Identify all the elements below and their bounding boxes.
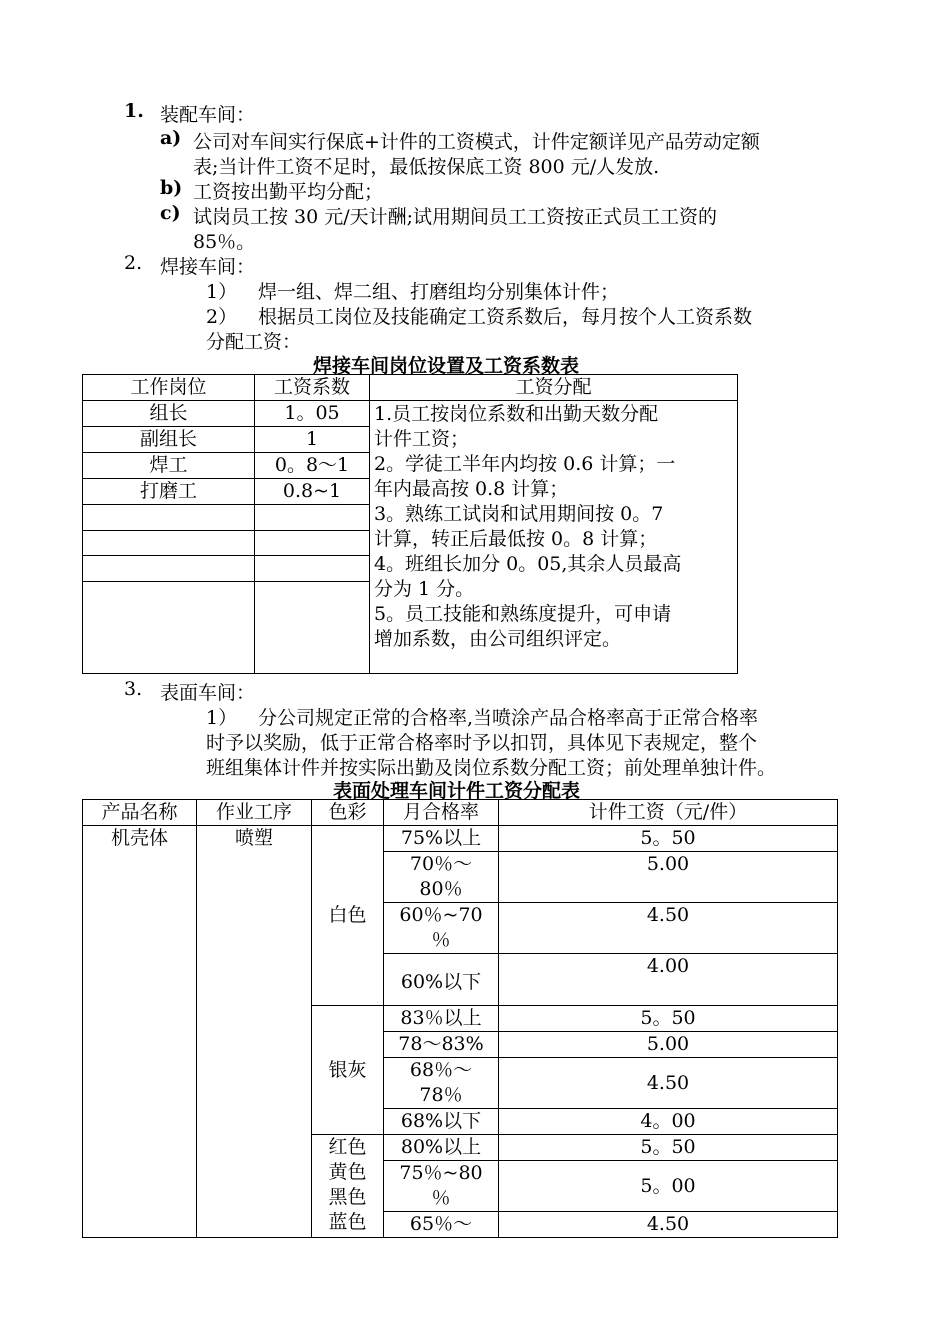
empty-cell (83, 582, 255, 674)
wage-cell: 4.50 (499, 903, 838, 954)
header-cell: 月合格率 (384, 800, 499, 826)
rule-line: 计件工资； (374, 428, 470, 450)
section-1-number: 1. (124, 100, 144, 122)
color-cell (312, 1135, 384, 1238)
table-header-row (83, 375, 738, 401)
table-header-row (83, 800, 838, 826)
color-line: 黑色 (328, 1186, 367, 1208)
surface-wage-table (82, 799, 838, 1238)
wage-cell: 4.50 (499, 1058, 838, 1109)
item-a-line1: 公司对车间实行保底+计件的工资模式，计件定额详见产品劳动定额 (193, 131, 760, 153)
color-cell: 银灰 (312, 1006, 384, 1135)
wage-cell: 5。00 (499, 1161, 838, 1212)
rate-cell: 65％～ (384, 1212, 499, 1238)
s3-item1-number: 1） (206, 707, 238, 729)
rate-line: 70％～ (409, 853, 473, 875)
section-2-number: 2. (124, 252, 143, 274)
rule-line: 3。熟练工试岗和试用期间按 0。7 (374, 503, 664, 525)
s3-item1-line2: 时予以奖励，低于正常合格率时予以扣罚，具体见下表规定，整个 (206, 732, 758, 754)
empty-cell (255, 505, 370, 531)
item-c-label: c) (160, 202, 181, 224)
wage-cell: 5。50 (499, 1135, 838, 1161)
header-cell: 作业工序 (197, 800, 312, 826)
item-b-text: 工资按出勤平均分配； (193, 181, 384, 203)
position-cell: 副组长 (83, 427, 255, 453)
rule-line: 分为 1 分。 (374, 578, 475, 600)
section-3-title: 表面车间： (160, 682, 256, 704)
wage-cell: 4.00 (499, 954, 838, 1006)
s2-item1-text: 焊一组、焊二组、打磨组均分别集体计件； (258, 281, 620, 303)
header-cell: 工资系数 (255, 375, 370, 401)
rate-line: ％ (431, 1187, 451, 1209)
item-b-label: b) (160, 177, 183, 199)
position-cell: 焊工 (83, 453, 255, 479)
process-cell: 喷塑 (197, 826, 312, 1238)
color-cell: 白色 (312, 826, 384, 1006)
color-line: 红色 (328, 1136, 367, 1158)
wage-cell: 4.50 (499, 1212, 838, 1238)
position-cell: 组长 (83, 401, 255, 427)
rule-line: 2。学徒工半年内均按 0.6 计算；一 (374, 453, 676, 475)
welding-coefficient-table (82, 374, 738, 674)
rule-line: 5。员工技能和熟练度提升，可申请 (374, 603, 672, 625)
table2-title: 表面处理车间计件工资分配表 (333, 780, 581, 802)
wage-cell: 5.00 (499, 852, 838, 903)
section-2-title: 焊接车间： (160, 256, 256, 278)
header-cell: 计件工资（元/件） (499, 800, 838, 826)
rate-cell: 60%以下 (384, 954, 499, 1006)
rate-line: 75％~80 (399, 1162, 483, 1184)
item-a-line2: 表;当计件工资不足时，最低按保底工资 800 元/人发放. (193, 156, 660, 178)
table1-title: 焊接车间岗位设置及工资系数表 (313, 355, 580, 377)
header-cell: 工资分配 (370, 375, 738, 401)
empty-cell (255, 556, 370, 582)
empty-cell (255, 531, 370, 556)
table-row (83, 401, 738, 427)
color-line: 蓝色 (328, 1211, 367, 1233)
item-a-label: a) (160, 127, 182, 149)
section-3-number: 3. (124, 678, 143, 700)
s3-item1-line1: 分公司规定正常的合格率,当喷涂产品合格率高于正常合格率 (258, 707, 759, 729)
rate-cell: 68%以下 (384, 1109, 499, 1135)
color-line: 黄色 (328, 1161, 367, 1183)
coefficient-cell: 0.8~1 (255, 479, 370, 505)
wage-cell: 5。50 (499, 826, 838, 852)
s2-item2-line2: 分配工资： (206, 331, 302, 353)
rule-line: 4。班组长加分 0。05,其余人员最高 (374, 553, 682, 575)
header-cell: 色彩 (312, 800, 384, 826)
rate-cell: 83％以上 (384, 1006, 499, 1032)
distribution-rules-cell (370, 401, 738, 674)
rule-line: 增加系数，由公司组织评定。 (374, 628, 622, 650)
empty-cell (255, 582, 370, 674)
rate-cell (384, 1058, 499, 1109)
section-1-title: 装配车间： (160, 104, 256, 126)
header-cell: 产品名称 (83, 800, 197, 826)
wage-cell: 5。50 (499, 1006, 838, 1032)
wage-cell: 5.00 (499, 1032, 838, 1058)
rule-line: 计算，转正后最低按 0。8 计算； (374, 528, 658, 550)
rate-line: 80％ (419, 878, 463, 900)
position-cell: 打磨工 (83, 479, 255, 505)
s2-item2-number: 2） (206, 306, 238, 328)
s2-item2-line1: 根据员工岗位及技能确定工资系数后，每月按个人工资系数 (258, 306, 753, 328)
item-c-line2: 85％。 (193, 231, 256, 253)
rate-cell (384, 903, 499, 954)
rate-line: 68％～ (409, 1059, 473, 1081)
rate-line: ％ (431, 929, 451, 951)
rate-cell: 78～83% (384, 1032, 499, 1058)
rate-cell (384, 852, 499, 903)
table-row (83, 826, 838, 852)
coefficient-cell: 1 (255, 427, 370, 453)
wage-cell: 4。00 (499, 1109, 838, 1135)
header-cell: 工作岗位 (83, 375, 255, 401)
rate-line: 78％ (419, 1084, 463, 1106)
product-name-cell: 机壳体 (83, 826, 197, 1238)
rate-cell (384, 1161, 499, 1212)
s3-item1-line3: 班组集体计件并按实际出勤及岗位系数分配工资；前处理单独计件。 (206, 757, 777, 779)
s2-item1-number: 1） (206, 281, 238, 303)
coefficient-cell: 0。8～1 (255, 453, 370, 479)
rate-line: 60％~70 (399, 904, 483, 926)
empty-cell (83, 556, 255, 582)
rate-cell: 80%以上 (384, 1135, 499, 1161)
empty-cell (83, 505, 255, 531)
rate-cell: 75%以上 (384, 826, 499, 852)
coefficient-cell: 1。05 (255, 401, 370, 427)
rule-line: 年内最高按 0.8 计算； (374, 478, 569, 500)
empty-cell (83, 531, 255, 556)
rule-line: 1.员工按岗位系数和出勤天数分配 (374, 403, 659, 425)
item-c-line1: 试岗员工按 30 元/天计酬;试用期间员工工资按正式员工工资的 (193, 206, 718, 228)
